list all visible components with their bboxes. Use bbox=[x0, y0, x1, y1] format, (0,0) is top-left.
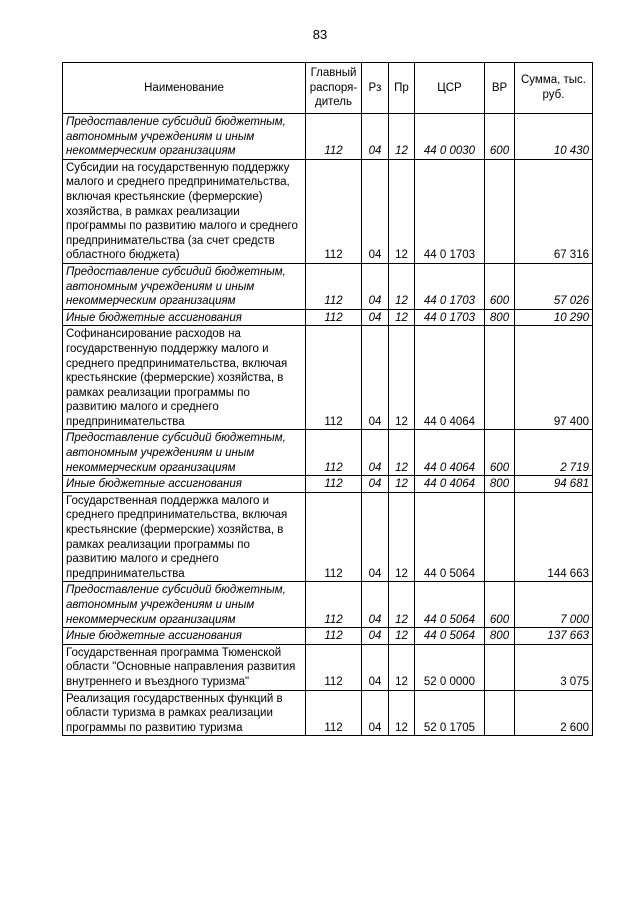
cell-pr: 12 bbox=[389, 159, 415, 263]
cell-rz: 04 bbox=[362, 430, 389, 476]
cell-rz: 04 bbox=[362, 309, 389, 326]
cell-name: Иные бюджетные ассигнования bbox=[63, 628, 306, 645]
cell-gr: 112 bbox=[306, 492, 362, 582]
cell-vr: 800 bbox=[485, 628, 515, 645]
cell-name: Софинансирование расходов на государственную поддержку малого и среднего предпринимательства, включая крестьянские (фермерские) хозяйства, в рамках реализации программы по развитию малого и среднего предпринимательства bbox=[63, 326, 306, 430]
table-row bbox=[63, 582, 593, 628]
cell-sum: 144 663 bbox=[515, 492, 593, 582]
cell-sum: 3 075 bbox=[515, 644, 593, 690]
cell-name: Субсидии на государственную поддержку малого и среднего предпринимательства, включая крестьянские (фермерские) хозяйства, в рамках реализации программы по развитию малого и среднего предпринимательства (за счет средств областного бюджета) bbox=[63, 159, 306, 263]
table-row bbox=[63, 430, 593, 476]
cell-vr bbox=[485, 326, 515, 430]
cell-pr: 12 bbox=[389, 309, 415, 326]
cell-gr: 112 bbox=[306, 159, 362, 263]
cell-sum: 67 316 bbox=[515, 159, 593, 263]
cell-sum: 2 600 bbox=[515, 690, 593, 736]
cell-name: Предоставление субсидий бюджетным, автономным учреждениям и иным некоммерческим организациям bbox=[63, 582, 306, 628]
cell-name: Государственная программа Тюменской области "Основные направления развития внутреннего и въездного туризма" bbox=[63, 644, 306, 690]
cell-pr: 12 bbox=[389, 628, 415, 645]
cell-csr: 52 0 1705 bbox=[415, 690, 485, 736]
cell-gr: 112 bbox=[306, 582, 362, 628]
cell-rz: 04 bbox=[362, 644, 389, 690]
cell-gr: 112 bbox=[306, 628, 362, 645]
cell-rz: 04 bbox=[362, 628, 389, 645]
table-row bbox=[63, 492, 593, 582]
table-header-row bbox=[63, 63, 593, 114]
table-row bbox=[63, 309, 593, 326]
cell-sum: 97 400 bbox=[515, 326, 593, 430]
cell-pr: 12 bbox=[389, 263, 415, 309]
cell-csr: 44 0 5064 bbox=[415, 628, 485, 645]
cell-gr: 112 bbox=[306, 309, 362, 326]
cell-vr bbox=[485, 159, 515, 263]
cell-rz: 04 bbox=[362, 690, 389, 736]
cell-gr: 112 bbox=[306, 476, 362, 493]
header-gr: Главный распоря-дитель bbox=[306, 63, 362, 114]
header-name: Наименование bbox=[63, 63, 306, 114]
cell-gr: 112 bbox=[306, 644, 362, 690]
cell-gr: 112 bbox=[306, 430, 362, 476]
table-row bbox=[63, 263, 593, 309]
cell-name: Государственная поддержка малого и среднего предпринимательства, включая крестьянские (фермерские) хозяйства, в рамках реализации программы по развитию малого и среднего предпринимательства bbox=[63, 492, 306, 582]
cell-csr: 44 0 1703 bbox=[415, 309, 485, 326]
cell-vr: 600 bbox=[485, 263, 515, 309]
table-row bbox=[63, 628, 593, 645]
cell-gr: 112 bbox=[306, 114, 362, 160]
cell-name: Предоставление субсидий бюджетным, автономным учреждениям и иным некоммерческим организациям bbox=[63, 430, 306, 476]
cell-gr: 112 bbox=[306, 326, 362, 430]
cell-rz: 04 bbox=[362, 582, 389, 628]
cell-pr: 12 bbox=[389, 430, 415, 476]
cell-csr: 44 0 1703 bbox=[415, 159, 485, 263]
header-pr: Пр bbox=[389, 63, 415, 114]
cell-rz: 04 bbox=[362, 476, 389, 493]
cell-vr bbox=[485, 492, 515, 582]
cell-gr: 112 bbox=[306, 263, 362, 309]
header-rz: Рз bbox=[362, 63, 389, 114]
cell-rz: 04 bbox=[362, 114, 389, 160]
cell-pr: 12 bbox=[389, 582, 415, 628]
cell-csr: 52 0 0000 bbox=[415, 644, 485, 690]
table-row bbox=[63, 690, 593, 736]
cell-gr: 112 bbox=[306, 690, 362, 736]
header-vr: ВР bbox=[485, 63, 515, 114]
cell-csr: 44 0 4064 bbox=[415, 476, 485, 493]
cell-vr: 800 bbox=[485, 476, 515, 493]
cell-sum: 137 663 bbox=[515, 628, 593, 645]
cell-rz: 04 bbox=[362, 326, 389, 430]
table-row bbox=[63, 644, 593, 690]
cell-sum: 57 026 bbox=[515, 263, 593, 309]
cell-vr: 600 bbox=[485, 582, 515, 628]
header-sum: Сумма, тыс. руб. bbox=[515, 63, 593, 114]
table-row bbox=[63, 326, 593, 430]
cell-pr: 12 bbox=[389, 476, 415, 493]
cell-csr: 44 0 4064 bbox=[415, 430, 485, 476]
cell-name: Предоставление субсидий бюджетным, автономным учреждениям и иным некоммерческим организациям bbox=[63, 263, 306, 309]
cell-vr bbox=[485, 644, 515, 690]
cell-name: Иные бюджетные ассигнования bbox=[63, 476, 306, 493]
cell-pr: 12 bbox=[389, 644, 415, 690]
cell-sum: 2 719 bbox=[515, 430, 593, 476]
table-row bbox=[63, 476, 593, 493]
cell-rz: 04 bbox=[362, 159, 389, 263]
header-csr: ЦСР bbox=[415, 63, 485, 114]
cell-sum: 10 290 bbox=[515, 309, 593, 326]
cell-pr: 12 bbox=[389, 690, 415, 736]
cell-pr: 12 bbox=[389, 492, 415, 582]
cell-vr: 600 bbox=[485, 430, 515, 476]
cell-pr: 12 bbox=[389, 326, 415, 430]
cell-csr: 44 0 5064 bbox=[415, 582, 485, 628]
cell-csr: 44 0 4064 bbox=[415, 326, 485, 430]
table-row bbox=[63, 114, 593, 160]
cell-csr: 44 0 1703 bbox=[415, 263, 485, 309]
cell-sum: 10 430 bbox=[515, 114, 593, 160]
cell-name: Иные бюджетные ассигнования bbox=[63, 309, 306, 326]
cell-rz: 04 bbox=[362, 263, 389, 309]
cell-vr bbox=[485, 690, 515, 736]
page-number: 83 bbox=[312, 27, 328, 42]
cell-pr: 12 bbox=[389, 114, 415, 160]
cell-sum: 94 681 bbox=[515, 476, 593, 493]
cell-vr: 600 bbox=[485, 114, 515, 160]
cell-vr: 800 bbox=[485, 309, 515, 326]
cell-name: Предоставление субсидий бюджетным, автономным учреждениям и иным некоммерческим организациям bbox=[63, 114, 306, 160]
budget-table bbox=[62, 62, 593, 736]
cell-rz: 04 bbox=[362, 492, 389, 582]
table-row bbox=[63, 159, 593, 263]
cell-sum: 7 000 bbox=[515, 582, 593, 628]
cell-name: Реализация государственных функций в области туризма в рамках реализации программы по развитию туризма bbox=[63, 690, 306, 736]
cell-csr: 44 0 0030 bbox=[415, 114, 485, 160]
cell-csr: 44 0 5064 bbox=[415, 492, 485, 582]
